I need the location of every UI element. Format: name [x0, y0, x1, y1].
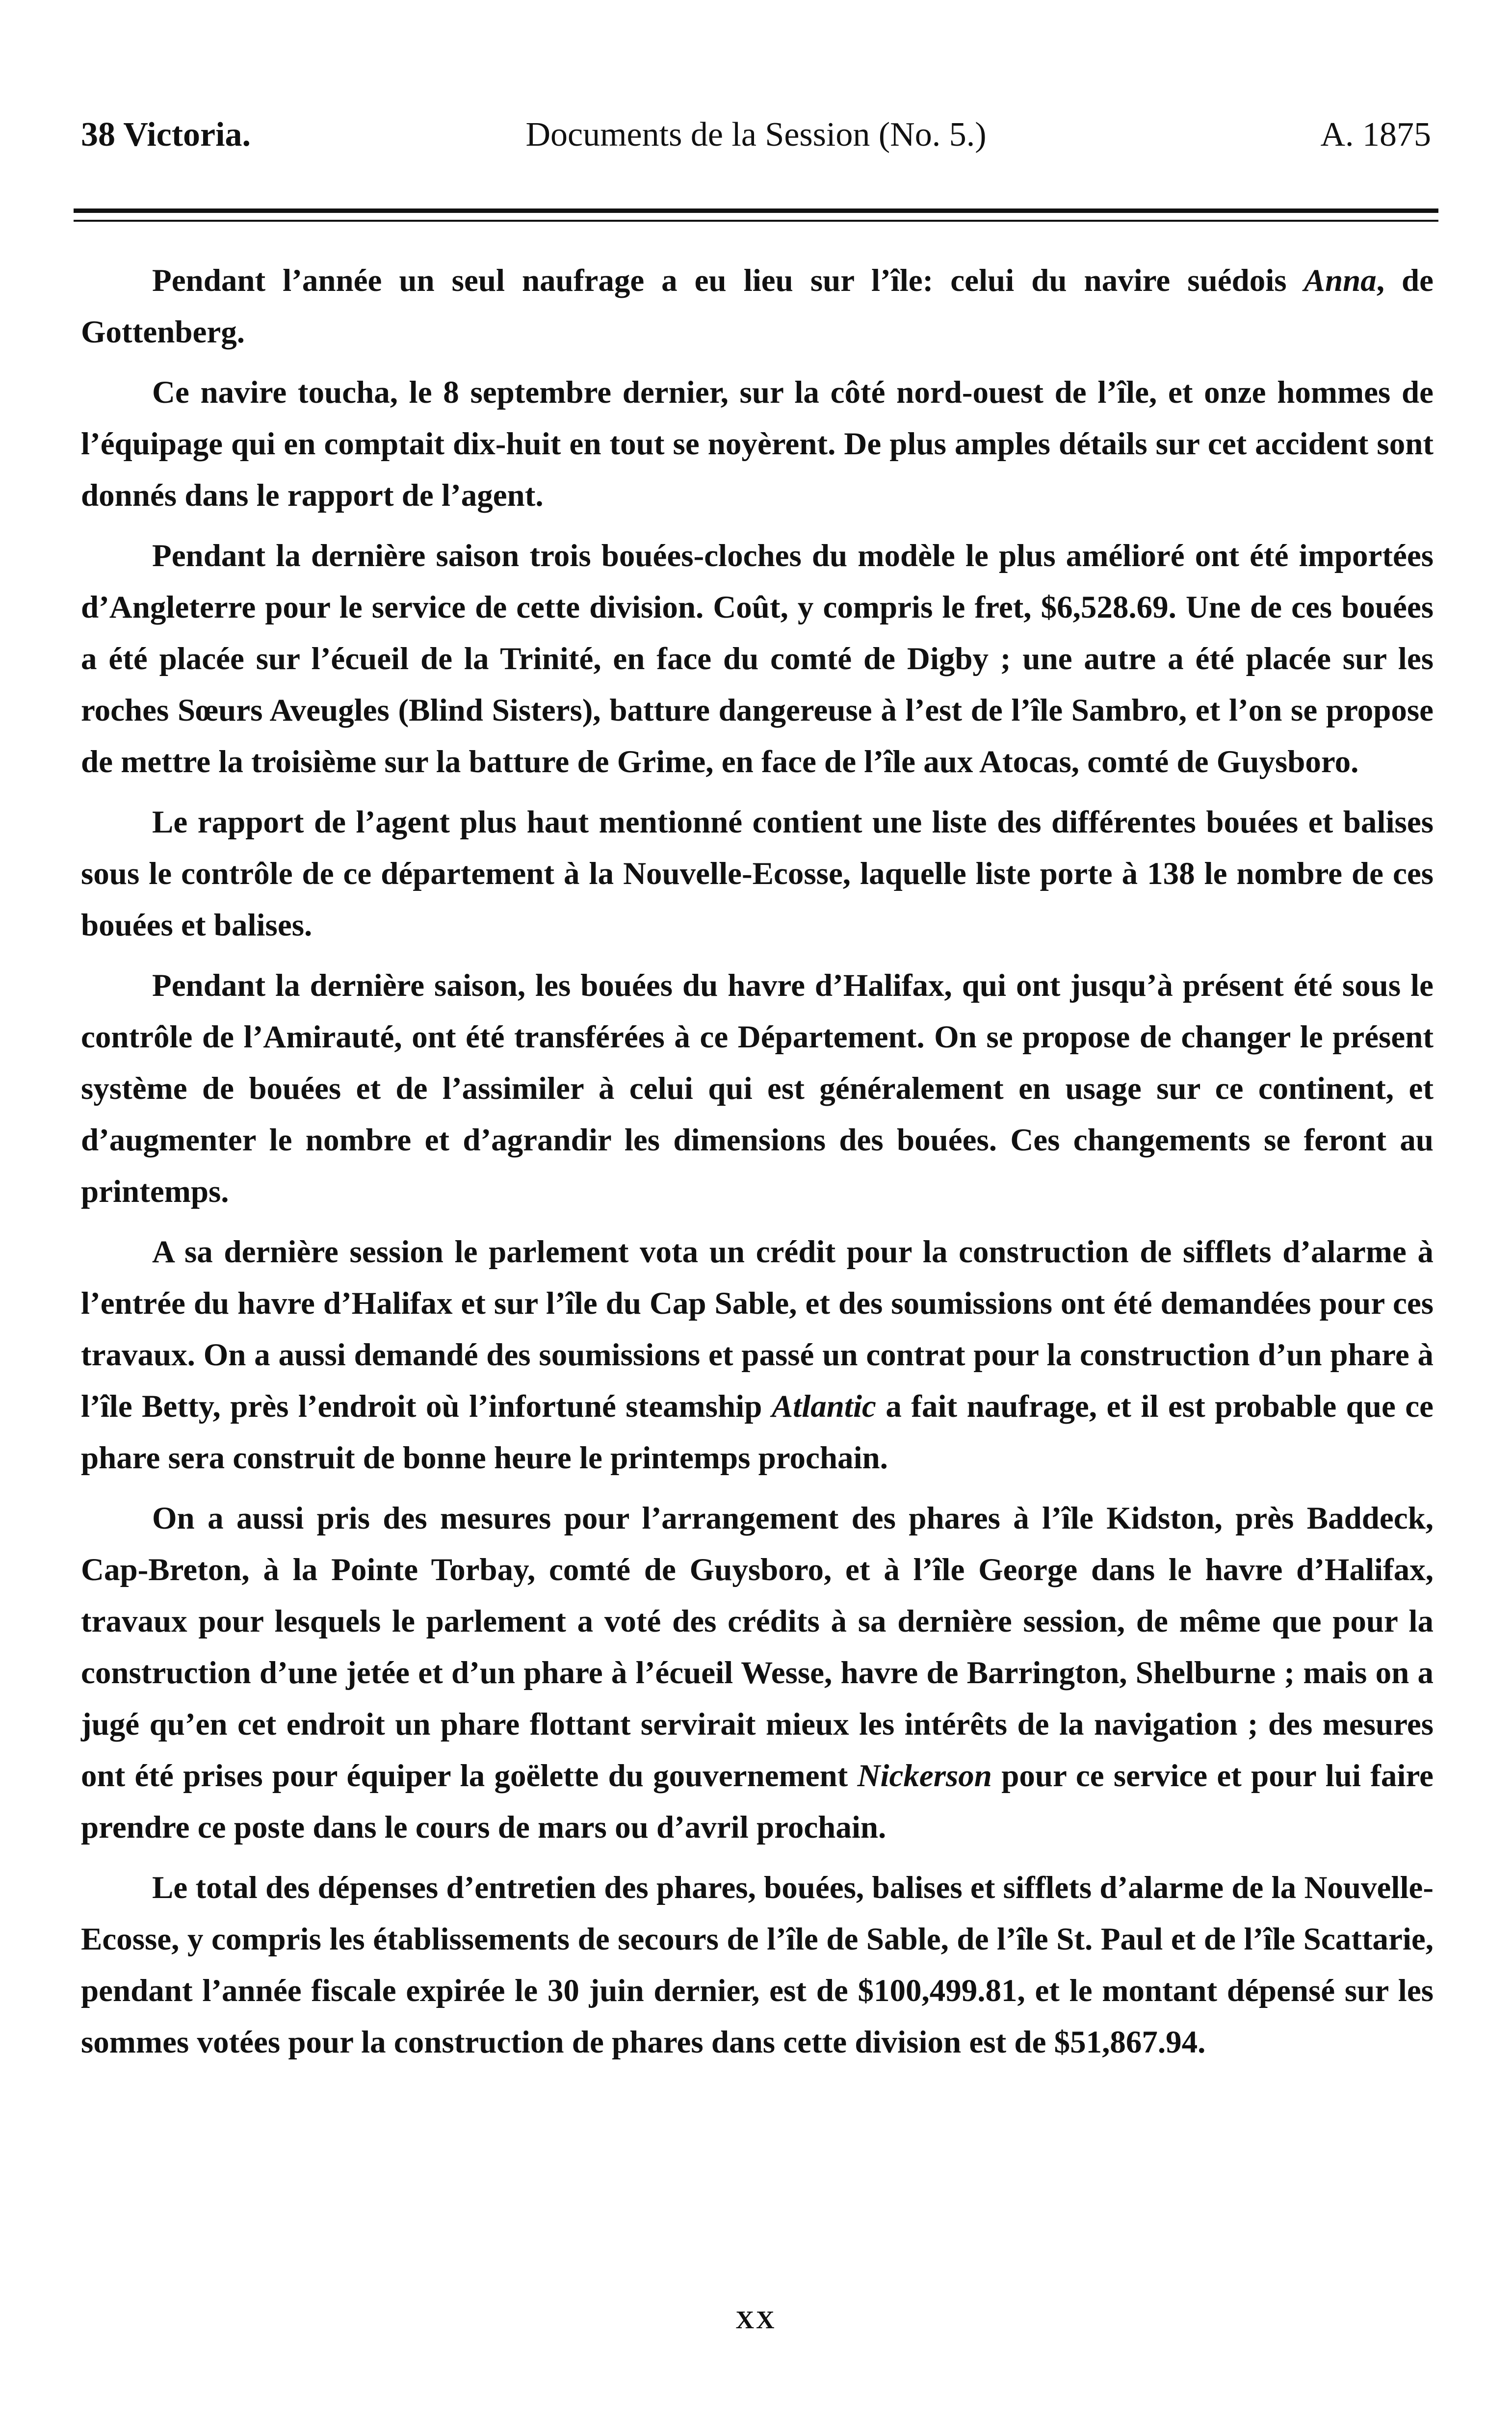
header-title: Documents de la Session (No. 5.): [525, 116, 987, 154]
header-rule-thin: [74, 220, 1438, 222]
paragraph-5: Pendant la dernière saison, les bouées du havre d’Halifax, qui ont jusqu’à présent été sous le contrôle de l’Amirauté, ont été transférées à ce Département. On se propose de changer le présent système de bouées et de l’assimiler à celui qui est généralement en usage sur ce continent, et d’augmenter le nombre et d’agrandir les dimensions des bouées. Ces changements se feront au printemps.: [81, 968, 1434, 1209]
header-volume: 38 Victoria.: [81, 116, 251, 154]
paragraph-1-text-b: , de Gottenberg.: [81, 263, 1434, 350]
paragraph-2: Ce navire toucha, le 8 septembre dernier, sur la côté nord-ouest de l’île, et onze hommes de l’équipage qui en comptait dix-huit en tout se noyèrent. De plus amples détails sur cet accident sont donnés dans le rapport de l’agent.: [81, 375, 1434, 513]
header-year: A. 1875: [1320, 116, 1431, 154]
paragraph-6-text-b: a fait naufrage, et il est probable que ce phare sera construit de bonne heure le printemps prochain.: [81, 1389, 1434, 1476]
running-header: [81, 115, 1431, 159]
signature-mark: XX: [735, 2306, 777, 2334]
paragraph-7: [81, 1493, 1434, 1853]
paragraph-8: Le total des dépenses d’entretien des phares, bouées, balises et sifflets d’alarme de la Nouvelle-Ecosse, y compris les établissements de secours de l’île de Sable, de l’île St. Paul et de l’île Scattarie, pendant l’année fiscale expirée le 30 juin dernier, est de $100,499.81, et le montant dépensé sur les sommes votées pour la construction de phares dans cette division est de $51,867.94.: [81, 1870, 1434, 2060]
paragraph-6-text-a: A sa dernière session le parlement vota un crédit pour la construction de sifflets d’alarme à l’entrée du havre d’Halifax et sur l’île du Cap Sable, et des soumissions ont été demandées pour ces travaux. On a aussi demandé des soumissions et passé un contrat pour la construction d’un phare à l’île Betty, près l’endroit où l’infortuné steamship: [81, 1234, 1434, 1424]
paragraph-1-text-a: Pendant l’année un seul naufrage a eu lieu sur l’île: celui du navire suédois: [152, 263, 1304, 298]
paragraph-7-text-a: On a aussi pris des mesures pour l’arrangement des phares à l’île Kidston, près Baddeck, Cap-Breton, à la Pointe Torbay, comté de Guysboro, et à l’île George dans le havre d’Halifax, travaux pour lesquels le parlement a voté des crédits à sa dernière session, de même que pour la construction d’une jetée et d’un phare à l’écueil Wesse, havre de Barrington, Shelburne ; mais on a jugé qu’en cet endroit un phare flottant servirait mieux les intérêts de la navigation ; des mesures ont été prises pour équiper la goëlette du gouvernement: [81, 1501, 1434, 1794]
ship-name-anna: Anna: [1303, 263, 1377, 298]
paragraph-4: Le rapport de l’agent plus haut mentionné contient une liste des différentes bouées et balises sous le contrôle de ce département à la Nouvelle-Ecosse, laquelle liste porte à 138 le nombre de ces bouées et balises.: [81, 805, 1434, 943]
ship-name-nickerson: Nickerson: [857, 1758, 992, 1794]
header-rule-thick: [74, 208, 1438, 213]
paragraph-7-text-b: pour ce service et pour lui faire prendre ce poste dans le cours de mars ou d’avril prochain.: [81, 1758, 1434, 1845]
paragraph-3: Pendant la dernière saison trois bouées-cloches du modèle le plus amélioré ont été importées d’Angleterre pour le service de cette division. Coût, y compris le fret, $6,528.69. Une de ces bouées a été placée sur l’écueil de la Trinité, en face du comté de Digby ; une autre a été placée sur les roches Sœurs Aveugles (Blind Sisters), batture dangereuse à l’est de l’île Sambro, et l’on se propose de mettre la troisième sur la batture de Grime, en face de l’île aux Atocas, comté de Guysboro.: [81, 538, 1434, 780]
ship-name-atlantic: Atlantic: [771, 1389, 876, 1424]
paragraph-6: [81, 1226, 1434, 1484]
document-body: [81, 255, 1434, 2077]
paragraph-1: [81, 255, 1434, 358]
